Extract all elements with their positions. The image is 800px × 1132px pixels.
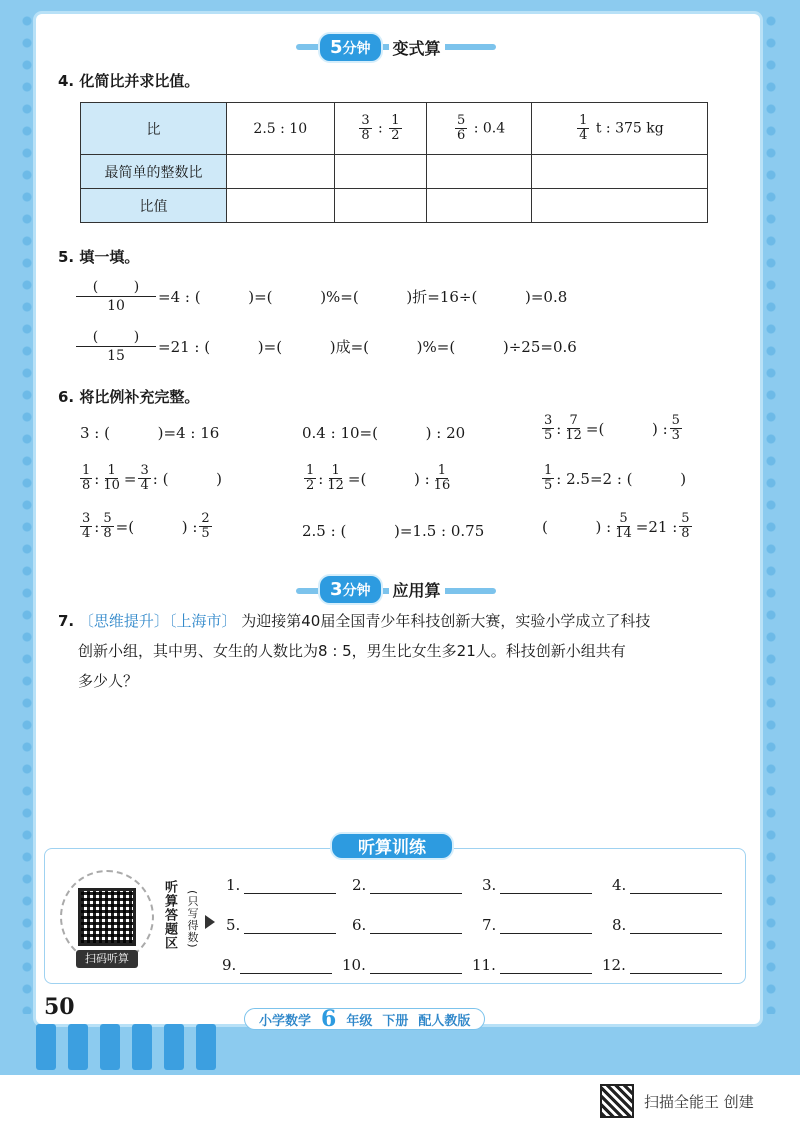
answer-slot[interactable]: 12. — [602, 956, 722, 974]
question-5-title: 5. 填一填。 — [58, 248, 140, 266]
answer-cell[interactable] — [227, 155, 335, 189]
answer-slot[interactable]: 8. — [612, 916, 722, 934]
ratio-cell-2: $\frac{3}{8}$ : $\frac{1}{2}$ — [334, 103, 427, 155]
row-header-simplest: 最简单的整数比 — [81, 155, 227, 189]
ratio-cell-3: $\frac{5}{6}$ : 0.4 — [427, 103, 532, 155]
q6-r3c: ( ) : $\frac{5}{14}$ =21 : $\frac{5}{8}$ — [542, 511, 690, 541]
section-title: 应用算 — [389, 578, 445, 601]
question-4-title: 4. 化简比并求比值。 — [58, 72, 200, 90]
tag-thinking: 〔思维提升〕 — [78, 612, 169, 630]
answer-slot[interactable]: 5. — [226, 916, 336, 934]
question-7: 7. 〔思维提升〕〔上海市〕 为迎接第40届全国青少年科技创新大赛，实验小学成立了科技 创新小组，其中男、女生的人数比为8 : 5，男生比女生多21人。科技创新小组共有 多少人？ — [58, 612, 651, 690]
q6-r2c: $\frac{1}{5}$ : 2.5=2 : ( ) — [544, 463, 687, 493]
answer-slot[interactable]: 2. — [352, 876, 462, 894]
answer-cell[interactable] — [531, 155, 707, 189]
row-header-ratio: 比 — [81, 103, 227, 155]
arrow-right-icon — [205, 915, 215, 929]
answer-cell[interactable] — [531, 189, 707, 223]
ratio-cell-4: $\frac{1}{4}$ t : 375 kg — [531, 103, 707, 155]
answer-cell[interactable] — [334, 189, 427, 223]
scanner-watermark: 扫描全能王 创建 — [600, 1084, 754, 1118]
answer-cell[interactable] — [427, 155, 532, 189]
section-title: 变式算 — [389, 36, 445, 59]
answer-slot[interactable]: 3. — [482, 876, 592, 894]
answer-note: (只写得数) — [186, 890, 199, 949]
right-wave-border — [764, 14, 778, 1014]
ratio-cell-1: 2.5 : 10 — [227, 103, 335, 155]
page-number: 50 — [44, 994, 75, 1020]
q6-r3a: $\frac{3}{4}$ : $\frac{5}{8}$ =( ) : $\frac{2}{5}$ — [82, 511, 210, 541]
tag-region: 〔上海市〕 — [168, 612, 237, 630]
q6-r1c: $\frac{3}{5}$ : $\frac{7}{12}$ =( ) : $\frac{5}{3}$ — [544, 413, 680, 443]
series-label: 小学数学 6 年级 下册 配人教版 — [244, 1008, 485, 1030]
answer-slot[interactable]: 6. — [352, 916, 462, 934]
answer-slot[interactable]: 9. — [222, 956, 332, 974]
answer-slot[interactable]: 1. — [226, 876, 336, 894]
q6-r3b: 2.5 : ( )=1.5 : 0.75 — [302, 522, 485, 540]
answer-cell[interactable] — [427, 189, 532, 223]
answer-slot[interactable]: 11. — [472, 956, 592, 974]
q6-r1b: 0.4 : 10=( ) : 20 — [302, 424, 466, 442]
section-banner-applied — [318, 576, 445, 602]
section-banner-variant — [318, 34, 445, 60]
q5-line-1: ( ) 10 =4 : ( )=( )%=( )折=16÷( )=0.8 — [76, 278, 567, 315]
answer-slot[interactable]: 4. — [612, 876, 722, 894]
answer-slot[interactable]: 7. — [482, 916, 592, 934]
answer-slot[interactable]: 10. — [342, 956, 462, 974]
left-wave-border — [20, 14, 34, 1014]
scan-label: 扫码听算 — [76, 950, 138, 968]
q6-r2a: $\frac{1}{8}$ : $\frac{1}{10}$ = $\frac{3}{4}$ : ( ) — [82, 463, 222, 493]
watermark-qr-icon — [600, 1084, 634, 1118]
qr-code-icon[interactable] — [78, 888, 136, 946]
question-6-title: 6. 将比例补充完整。 — [58, 388, 200, 406]
timer-pill: 3分钟 — [318, 574, 383, 605]
answer-area-label: 听算答题区 — [162, 880, 177, 950]
q6-r1a: 3 : ( )=4 : 16 — [80, 424, 220, 442]
ratio-table — [80, 102, 708, 223]
question-7-number: 7. — [58, 612, 75, 630]
row-header-value: 比值 — [81, 189, 227, 223]
edge-tabs — [36, 1024, 236, 1070]
answer-cell[interactable] — [227, 189, 335, 223]
q6-r2b: $\frac{1}{2}$ : $\frac{1}{12}$ =( ) : $\frac{1}{16}$ — [306, 463, 451, 493]
q5-line-2: ( ) 15 =21 : ( )=( )成=( )%=( )÷25=0.6 — [76, 328, 577, 365]
timer-pill: 5分钟 — [318, 32, 383, 63]
listening-title: 听算训练 — [330, 832, 454, 860]
answer-cell[interactable] — [334, 155, 427, 189]
